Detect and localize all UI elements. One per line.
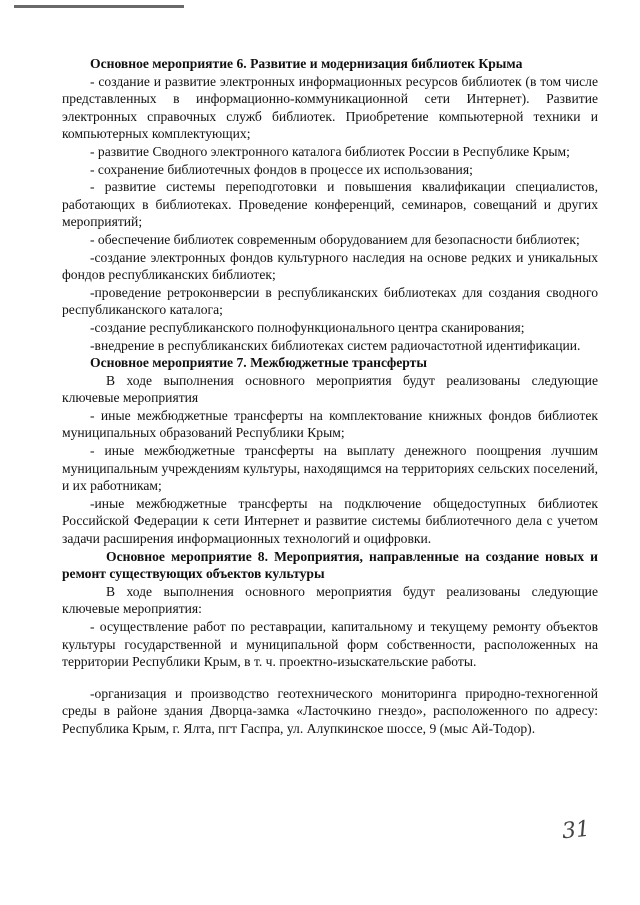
page-number: 31 bbox=[560, 816, 592, 845]
list-item: -внедрение в республиканских библиотеках систем радиочастотной идентификации. bbox=[90, 337, 581, 353]
section-heading-6: Основное мероприятие 6. Развитие и модернизация библиотек Крыма bbox=[90, 56, 523, 71]
list-item: - развитие системы переподготовки и повышения квалификации специалистов, работающих в библиотеках. Проведение конференций, семинаров, совещаний и других мероприятий; bbox=[62, 179, 598, 230]
list-item: -создание электронных фондов культурного наследия на основе редких и уникальных фондов республиканских библиотек; bbox=[62, 249, 598, 283]
list-item: - обеспечение библиотек современным оборудованием для безопасности библиотек; bbox=[90, 231, 580, 247]
scan-edge-line bbox=[14, 5, 184, 8]
list-item: - сохранение библиотечных фондов в процессе их использования; bbox=[90, 161, 473, 177]
list-item: - создание и развитие электронных информационных ресурсов библиотек (в том числе представленных в информационно-коммуникационной сети Интернет). Развитие электронных справочных служб библиотек. Приобретение компьютерной техники и компьютерных комплектующих; bbox=[62, 73, 598, 142]
section-intro: В ходе выполнения основного мероприятия будут реализованы следующие ключевые мероприятия bbox=[62, 372, 598, 406]
list-item: - иные межбюджетные трансферты на комплектование книжных фондов библиотек муниципальных образований Республики Крым; bbox=[62, 407, 598, 441]
list-item: -проведение ретроконверсии в республиканских библиотеках для создания сводного республиканского каталога; bbox=[62, 284, 598, 318]
section-intro: В ходе выполнения основного мероприятия будут реализованы следующие ключевые мероприятия: bbox=[62, 583, 598, 617]
section-heading-8: Основное мероприятие 8. Мероприятия, направленные на создание новых и ремонт существующих объектов культуры bbox=[62, 548, 598, 582]
list-item: -иные межбюджетные трансферты на подключение общедоступных библиотек Российской Федерации к сети Интернет и развитие системы библиотечного дела с учетом задачи расширения информационных технологий и оцифровки. bbox=[62, 495, 598, 547]
section-heading-7: Основное мероприятие 7. Межбюджетные трансферты bbox=[90, 355, 427, 371]
list-item: -создание республиканского полнофункционального центра сканирования; bbox=[90, 319, 525, 335]
list-item: - развитие Сводного электронного каталога библиотек России в Республике Крым; bbox=[90, 143, 570, 159]
list-item: - осуществление работ по реставрации, капитальному и текущему ремонту объектов культуры государственной и муниципальной форм собственности, расположенных на территории Республики Крым, в т. ч. проектно-изыскательские работы. bbox=[62, 619, 598, 670]
document-page bbox=[62, 55, 598, 738]
list-item: - иные межбюджетные трансферты на выплату денежного поощрения лучшим муниципальным учреждениям культуры, находящимся на территориях сельских поселений, и их работникам; bbox=[62, 443, 598, 494]
list-item: -организация и производство геотехнического мониторинга природно-техногенной среды в районе здания Дворца-замка «Ласточкино гнездо», расположенного по адресу: Республика Крым, г. Ялта, пгт Гаспра, ул. Алупкинское шоссе, 9 (мыс Ай-Тодор). bbox=[62, 685, 598, 736]
